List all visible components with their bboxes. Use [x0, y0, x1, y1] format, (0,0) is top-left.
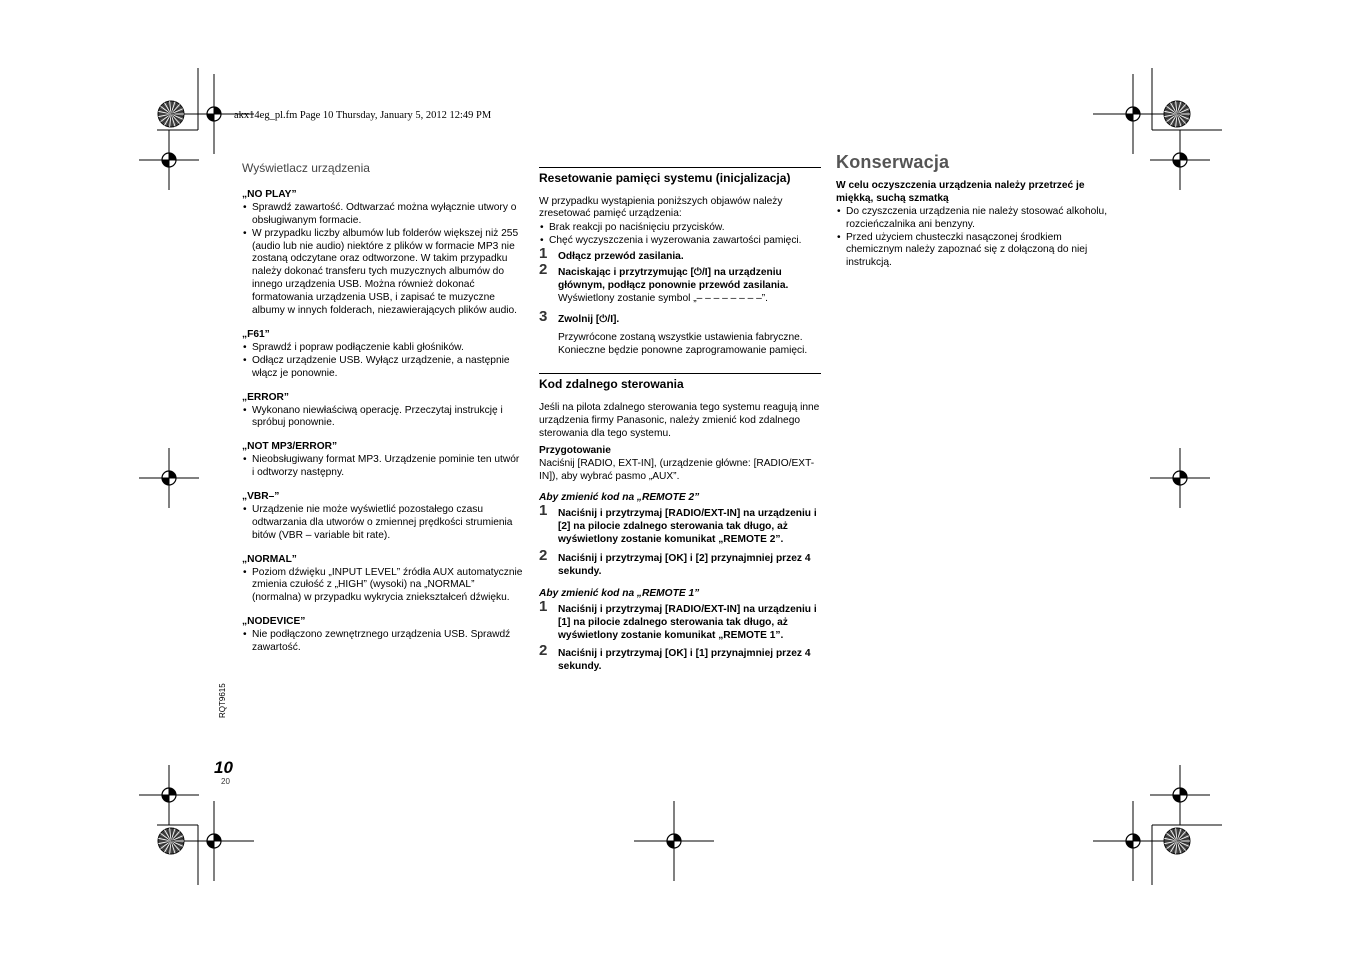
step-number: 3	[539, 307, 548, 325]
step-text: Naciśnij i przytrzymaj [OK] i [1] przynajmniej przez 4 sekundy.	[558, 648, 811, 673]
registration-cross-icon	[1093, 801, 1173, 881]
error-bullets	[242, 567, 524, 606]
reset-note: Przywrócone zostaną wszystkie ustawienia fabryczne. Konieczne będzie ponowne zaprogramowanie pamięci.	[558, 331, 808, 356]
reset-step-1	[539, 245, 821, 264]
registration-cross-icon	[174, 801, 254, 881]
prep-title: Przygotowanie	[539, 444, 611, 456]
step-subtext: Wyświetlony zostanie symbol „– – – – – – – –”.	[558, 292, 768, 304]
registration-starburst-icon	[158, 828, 184, 854]
section-divider	[539, 373, 821, 374]
step-number: 1	[539, 502, 548, 520]
remote-title: Kod zdalnego sterowania	[539, 377, 684, 392]
step-text: Naciśnij i przytrzymaj [RADIO/EXT-IN] na urządzeniu i [1] na pilocie zdalnego sterowania tak długo, aż wyświetlony zostanie komunikat „REMOTE 1”.	[558, 603, 817, 641]
section-title: Wyświetlacz urządzenia	[242, 161, 370, 175]
error-entry	[242, 441, 524, 480]
remote1-step-2	[539, 642, 821, 674]
registration-cross-icon	[139, 130, 199, 190]
registration-cross-icon	[1093, 74, 1173, 154]
document-code: RQT9615	[218, 683, 227, 718]
prep-text: Naciśnij [RADIO, EXT-IN], (urządzenie główne: [RADIO/EXT-IN]), aby wybrać pasmo „AUX”.	[539, 457, 815, 482]
registration-starburst-icon	[1164, 828, 1190, 854]
list-item: • Nie podłączono zewnętrznego urządzenia USB. Sprawdź zawartość.	[242, 629, 524, 655]
error-entry	[242, 329, 524, 381]
remote2-title: Aby zmienić kod na „REMOTE 2”	[539, 492, 700, 504]
list-item: • Nieobsługiwany format MP3. Urządzenie pominie ten utwór i odtworzy następny.	[242, 454, 524, 480]
page-number: 10	[214, 758, 233, 777]
error-code: „NODEVICE”	[242, 616, 306, 628]
registration-cross-icon	[139, 765, 199, 825]
step-number: 2	[539, 261, 548, 279]
reset-remote-column	[539, 167, 821, 677]
section-divider	[539, 167, 821, 168]
list-item: • Odłącz urządzenie USB. Wyłącz urządzenie, a następnie włącz je ponownie.	[242, 355, 524, 381]
reset-step-3	[539, 307, 821, 327]
display-messages-column	[242, 160, 524, 666]
list-item: • W przypadku liczby albumów lub folderów większej niż 255 (audio lub nie audio) niektóre z plików w formacie MP3 nie zostaną odczytane oraz odtworzone. W takim przypadku należy dokonać transferu tych muzycznych albumów do innego urządzenia USB. Można również dokonać formatowania urządzenia USB, i zapisać te muzyczne albumy w innych folderach, niezawierających plików audio.	[242, 228, 524, 318]
error-code: „NOT MP3/ERROR”	[242, 441, 338, 453]
remote2-step-1	[539, 502, 821, 547]
step-number: 2	[539, 547, 548, 565]
step-number: 1	[539, 597, 548, 615]
error-code: „VBR–”	[242, 491, 280, 503]
remote-intro: Jeśli na pilota zdalnego sterowania tego systemu reagują inne urządzenia firmy Panasonic, należy zmienić kod zdalnego sterowania dla tego systemu.	[539, 401, 820, 439]
file-header-line: akx14eg_pl.fm Page 10 Thursday, January 5, 2012 12:49 PM	[234, 110, 492, 121]
error-entry	[242, 392, 524, 431]
step-text: Naciskając i przytrzymując [⏻/I] na urządzeniu głównym, podłącz ponownie przewód zasilania.	[558, 267, 789, 291]
list-item: • Do czyszczenia urządzenia nie należy stosować alkoholu, rozcieńczalnika ani benzyny.	[836, 206, 1121, 232]
error-code: „ERROR”	[242, 391, 289, 403]
step-text: Naciśnij i przytrzymaj [OK] i [2] przynajmniej przez 4 sekundy.	[558, 553, 811, 577]
sub-page-number: 20	[221, 777, 230, 786]
maintenance-lead: W celu oczyszczenia urządzenia należy przetrzeć je miękką, suchą szmatką	[836, 179, 1085, 204]
error-entry	[242, 189, 524, 318]
reset-title: Resetowanie pamięci systemu (inicjalizacja)	[539, 171, 791, 185]
list-item: • Chęć wyczyszczenia i wyzerowania zawartości pamięci.	[539, 235, 821, 248]
error-bullets	[242, 504, 524, 543]
error-bullets	[242, 405, 524, 431]
error-entry	[242, 616, 524, 655]
error-bullets	[242, 629, 524, 655]
maintenance-bullets	[836, 206, 1121, 271]
error-code: „F61”	[242, 328, 270, 340]
error-bullets	[242, 342, 524, 381]
error-code: „NO PLAY”	[242, 188, 297, 200]
list-item: • Brak reakcji po naciśnięciu przycisków.	[539, 222, 821, 235]
registration-cross-icon	[1150, 130, 1210, 190]
step-text: Zwolnij [⏻/I].	[558, 313, 620, 325]
step-number: 2	[539, 642, 548, 660]
list-item: • Wykonano niewłaściwą operację. Przeczytaj instrukcję i spróbuj ponownie.	[242, 405, 524, 431]
error-entry	[242, 491, 524, 543]
remote1-step-1	[539, 597, 821, 643]
error-entry	[242, 554, 524, 606]
list-item: • Sprawdź i popraw podłączenie kabli głośników.	[242, 342, 524, 355]
error-bullets	[242, 202, 524, 318]
maintenance-column	[836, 152, 1121, 270]
registration-cross-icon	[139, 448, 199, 508]
list-item: • Sprawdź zawartość. Odtwarzać można wyłącznie utwory o obsługiwanym formacie.	[242, 202, 524, 228]
registration-starburst-icon	[1164, 101, 1190, 127]
reset-bullets	[539, 222, 821, 248]
remote2-step-2	[539, 547, 821, 579]
error-list	[242, 189, 524, 655]
registration-starburst-icon	[158, 101, 184, 127]
step-text: Naciśnij i przytrzymaj [RADIO/EXT-IN] na urządzeniu i [2] na pilocie zdalnego sterowania tak długo, aż wyświetlony zostanie komunikat „REMOTE 2”.	[558, 508, 817, 546]
list-item: • Poziom dźwięku „INPUT LEVEL” źródła AUX automatycznie zmienia czułość z „HIGH” (wysoki) na „NORMAL” (normalna) w przypadku wykrycia zniekształceń dźwięku.	[242, 567, 524, 606]
error-code: „NORMAL”	[242, 553, 297, 565]
step-text: Odłącz przewód zasilania.	[558, 251, 684, 263]
reset-intro: W przypadku wystąpienia poniższych objawów należy zresetować pamięć urządzenia:	[539, 195, 783, 220]
list-item: • Przed użyciem chusteczki nasączonej środkiem chemicznym należy zapoznać się z dołączoną do niej instrukcją.	[836, 232, 1121, 271]
registration-cross-icon	[634, 801, 714, 881]
maintenance-title: Konserwacja	[836, 152, 950, 172]
remote1-title: Aby zmienić kod na „REMOTE 1”	[539, 587, 700, 599]
registration-cross-icon	[1150, 448, 1210, 508]
error-bullets	[242, 454, 524, 480]
reset-step-2	[539, 261, 821, 306]
step-number: 1	[539, 245, 548, 263]
registration-cross-icon	[1150, 765, 1210, 825]
list-item: • Urządzenie nie może wyświetlić pozostałego czasu odtwarzania dla utworów o zmiennej prędkości strumienia bitów (VBR – variable bit rate).	[242, 504, 524, 543]
